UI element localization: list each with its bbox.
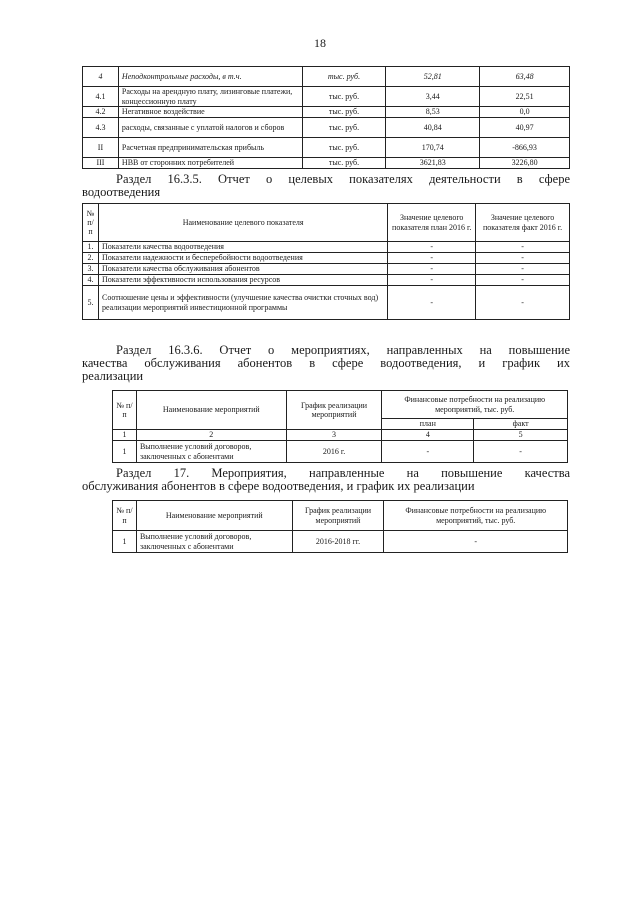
row-value-fact: - <box>476 253 570 264</box>
table-row <box>83 67 570 87</box>
row-unit: тыс. руб. <box>302 138 386 158</box>
table-row <box>83 242 570 253</box>
row-value-plan: - <box>388 275 476 286</box>
row-unit: тыс. руб. <box>302 87 386 107</box>
measures-schedule-table <box>112 500 568 553</box>
row-name: Соотношение цены и эффективности (улучшение качества очистки сточных вод) реализации мероприятий инвестиционной программы <box>98 286 387 320</box>
row-number: 1 <box>113 531 137 553</box>
row-number: 2. <box>83 253 99 264</box>
col-plan-header: Значение целевого показателя план 2016 г. <box>388 204 476 242</box>
row-value-fact: -866,93 <box>480 138 570 158</box>
section-17-heading: Раздел 17. Мероприятия, направленные на повышение качества обслуживания абонентов в сфере водоотведения, и график их реализации <box>82 466 570 493</box>
row-value-fact: 63,48 <box>480 67 570 87</box>
col-schedule-header: График реализации мероприятий <box>292 501 384 531</box>
column-number: 2 <box>136 430 286 441</box>
section-16-3-5-heading: Раздел 16.3.5. Отчет о целевых показателях деятельности в сфере водоотведения <box>82 172 570 199</box>
col-name-header: Наименование мероприятий <box>136 501 292 531</box>
row-value-fact: - <box>476 286 570 320</box>
row-name: Расчетная предпринимательская прибыль <box>118 138 302 158</box>
table-row <box>113 531 568 553</box>
target-indicators-table <box>82 203 570 320</box>
col-num-header: № п/п <box>113 501 137 531</box>
col-num-header: № п/п <box>83 204 99 242</box>
table-row <box>83 138 570 158</box>
column-number: 4 <box>382 430 474 441</box>
row-unit: тыс. руб. <box>302 67 386 87</box>
row-value-plan: - <box>388 264 476 275</box>
table-row <box>83 158 570 169</box>
column-number: 5 <box>474 430 568 441</box>
row-value-plan: - <box>388 253 476 264</box>
row-value-plan: 40,84 <box>386 118 480 138</box>
table-row <box>83 275 570 286</box>
row-value-fact: 22,51 <box>480 87 570 107</box>
row-name: Показатели качества обслуживания абонентов <box>98 264 387 275</box>
row-name: НВВ от сторонних потребителей <box>118 158 302 169</box>
table-row <box>83 253 570 264</box>
row-value-fact: 3226,80 <box>480 158 570 169</box>
column-number: 1 <box>113 430 137 441</box>
row-number: 5. <box>83 286 99 320</box>
row-value-fact: - <box>476 242 570 253</box>
row-number: 1. <box>83 242 99 253</box>
row-value-fact: 0,0 <box>480 107 570 118</box>
row-finance: - <box>384 531 568 553</box>
table-row <box>113 441 568 463</box>
row-number: 4.2 <box>83 107 119 118</box>
row-name: Показатели эффективности использования ресурсов <box>98 275 387 286</box>
column-number: 3 <box>286 430 382 441</box>
row-schedule: 2016-2018 гг. <box>292 531 384 553</box>
row-name: расходы, связанные с уплатой налогов и сборов <box>118 118 302 138</box>
row-number: 4 <box>83 67 119 87</box>
row-value-plan: 3621,83 <box>386 158 480 169</box>
row-name: Показатели надежности и бесперебойности водоотведения <box>98 253 387 264</box>
col-num-header: № п/п <box>113 391 137 430</box>
row-number: 4. <box>83 275 99 286</box>
col-name-header: Наименование целевого показателя <box>98 204 387 242</box>
table-row <box>83 87 570 107</box>
row-value-plan: 52,81 <box>386 67 480 87</box>
row-name: Негативное воздействие <box>118 107 302 118</box>
page-number: 18 <box>314 36 326 50</box>
row-value-plan: 3,44 <box>386 87 480 107</box>
table-row <box>83 286 570 320</box>
row-schedule: 2016 г. <box>286 441 382 463</box>
row-value-fact: - <box>474 441 568 463</box>
row-name: Выполнение условий договоров, заключенных с абонентами <box>136 441 286 463</box>
row-name: Выполнение условий договоров, заключенных с абонентами <box>136 531 292 553</box>
row-unit: тыс. руб. <box>302 158 386 169</box>
col-finance-header: Финансовые потребности на реализацию мероприятий, тыс. руб. <box>384 501 568 531</box>
row-value-fact: - <box>476 275 570 286</box>
row-value-plan: - <box>382 441 474 463</box>
row-name: Показатели качества водоотведения <box>98 242 387 253</box>
col-finance-header: Финансовые потребности на реализацию мероприятий, тыс. руб. <box>382 391 568 419</box>
section-16-3-6-heading: Раздел 16.3.6. Отчет о мероприятиях, направленных на повышение качества обслуживания абонентов в сфере водоотведения, и график их реализации <box>82 343 570 383</box>
row-name: Неподконтрольные расходы, в т.ч. <box>118 67 302 87</box>
table-row <box>83 118 570 138</box>
row-unit: тыс. руб. <box>302 118 386 138</box>
row-value-plan: - <box>388 242 476 253</box>
table-row <box>83 107 570 118</box>
col-schedule-header: График реализации мероприятий <box>286 391 382 430</box>
row-number: 4.3 <box>83 118 119 138</box>
row-number: 1 <box>113 441 137 463</box>
col-fact-header: Значение целевого показателя факт 2016 г. <box>476 204 570 242</box>
col-name-header: Наименование мероприятий <box>136 391 286 430</box>
row-value-plan: 8,53 <box>386 107 480 118</box>
row-value-fact: 40,97 <box>480 118 570 138</box>
row-number: 4.1 <box>83 87 119 107</box>
row-value-plan: - <box>388 286 476 320</box>
row-number: II <box>83 138 119 158</box>
row-value-fact: - <box>476 264 570 275</box>
measures-report-table <box>112 390 568 463</box>
row-number: 3. <box>83 264 99 275</box>
expenses-table <box>82 66 570 169</box>
row-number: III <box>83 158 119 169</box>
row-name: Расходы на арендную плату, лизинговые платежи, концессионную плату <box>118 87 302 107</box>
col-fact-header: факт <box>474 419 568 430</box>
table-row <box>83 264 570 275</box>
col-plan-header: план <box>382 419 474 430</box>
row-unit: тыс. руб. <box>302 107 386 118</box>
row-value-plan: 170,74 <box>386 138 480 158</box>
